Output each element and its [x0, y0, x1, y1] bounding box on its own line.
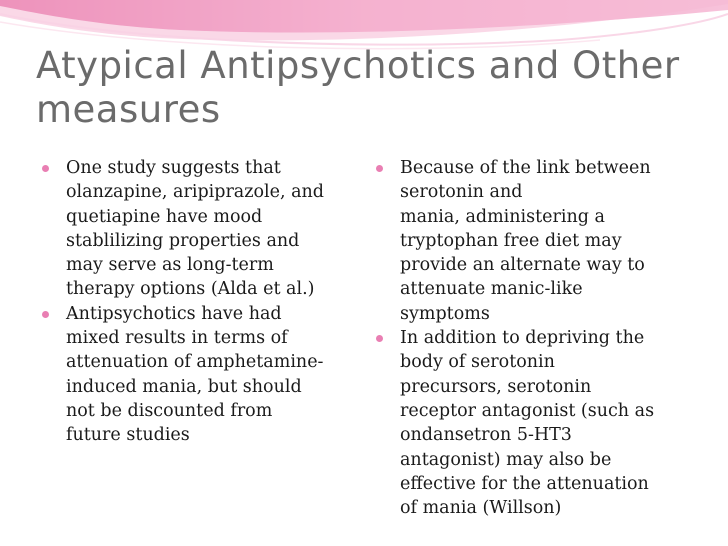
bullet-line: Antipsychotics have had — [66, 303, 282, 324]
left-bullet-1 — [40, 156, 360, 302]
bullet-line: In addition to depriving the — [400, 328, 645, 349]
bullet-line: attenuate manic-like — [400, 279, 583, 300]
bullet-line: serotonin and — [400, 182, 523, 203]
right-bullet-1 — [374, 156, 674, 326]
bullet-line: precursors, serotonin — [400, 376, 592, 397]
bullet-line: of mania (Willson) — [400, 498, 562, 519]
bullet-line: therapy options (Alda et al.) — [66, 279, 315, 300]
bullet-line: stablilizing properties and — [66, 230, 300, 251]
bullet-line: mania, administering a — [400, 206, 605, 227]
bullet-line: antagonist) may also be — [400, 449, 612, 470]
bullet-line: future studies — [66, 425, 190, 446]
bullet-line: One study suggests that — [66, 158, 281, 178]
bullet-dot-icon — [42, 311, 49, 318]
bullet-dot-icon — [376, 165, 383, 172]
bullet-line: mixed results in terms of — [66, 328, 288, 349]
left-bullet-list — [40, 156, 360, 448]
bullet-line: attenuation of amphetamine- — [66, 352, 324, 373]
bullet-line: may serve as long-term — [66, 255, 274, 276]
bullet-line: quetiapine have mood — [66, 206, 263, 227]
slide-title-line2: measures — [36, 88, 221, 131]
slide-title-line1: Atypical Antipsychotics and Other — [36, 44, 680, 87]
bullet-line: olanzapine, aripiprazole, and — [66, 182, 324, 203]
bullet-line: receptor antagonist (such as — [400, 400, 655, 421]
bullet-line: body of serotonin — [400, 352, 555, 373]
bullet-line: effective for the attenuation — [400, 473, 649, 494]
bullet-dot-icon — [376, 335, 383, 342]
bullet-line: not be discounted from — [66, 400, 273, 421]
right-bullet-list — [374, 156, 674, 520]
bullet-line: symptoms — [400, 303, 490, 324]
left-bullet-2 — [40, 302, 360, 448]
slide-title — [36, 44, 706, 132]
right-bullet-2 — [374, 326, 674, 520]
bullet-line: induced mania, but should — [66, 376, 302, 397]
bullet-line: tryptophan free diet may — [400, 230, 622, 251]
bullet-dot-icon — [42, 165, 49, 172]
bullet-line: provide an alternate way to — [400, 255, 645, 276]
bullet-line: ondansetron 5-HT3 — [400, 425, 572, 446]
bullet-line: Because of the link between — [400, 158, 651, 178]
